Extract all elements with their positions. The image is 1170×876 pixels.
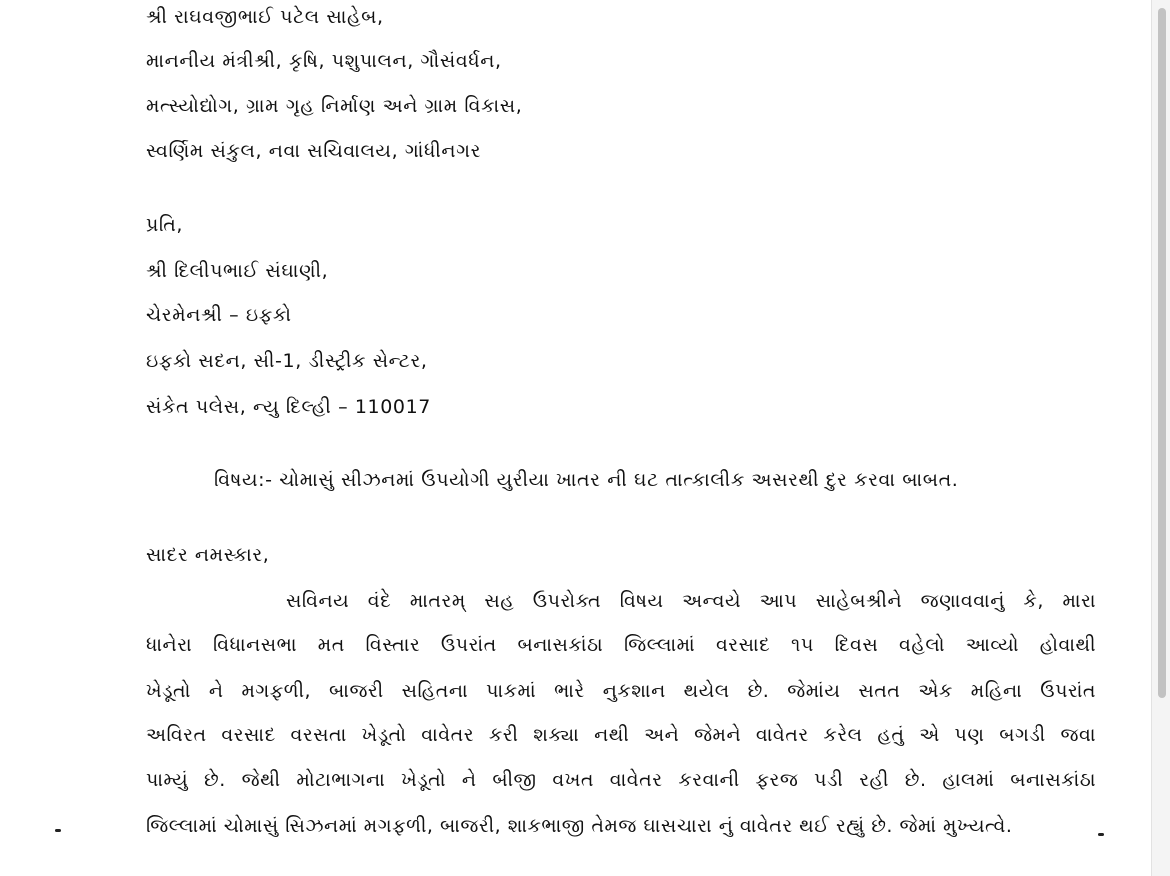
sender-name: શ્રી રાઘવજીભાઈ પટેલ સાહેબ, xyxy=(146,6,384,28)
body-line: અવિરત વરસાદ વરસતા ખેડૂતો વાવેતર કરી શક્યા નથી અને જેમને વાવેતર કરેલ હતું એ પણ બગડી જવા xyxy=(146,724,1096,746)
letter-subject: વિષય:- ચોમાસું સીઝનમાં ઉપયોગી યુરીયા ખાતર ની ઘટ તાત્કાલીક અસરથી દુર કરવા બાબત. xyxy=(214,469,959,491)
recipient-address-line1: ઇફકો સદન, સી-1, ડીસ્ટ્રીક સેન્ટર, xyxy=(146,350,428,372)
body-line: સવિનય વંદે માતરમ્ સહ ઉપરોક્ત વિષય અન્વયે આપ સાહેબશ્રીને જણાવવાનું કે, મારા xyxy=(286,590,1096,612)
recipient-designation: ચેરમેનશ્રી – ઇફકો xyxy=(146,304,292,326)
body-line: ધાનેરા વિધાનસભા મત વિસ્તાર ઉપરાંત બનાસકાંઠા જિલ્લામાં વરસાદ ૧૫ દિવસ વહેલો આવ્યો હોવાથી xyxy=(146,634,1096,656)
scrollbar-thumb[interactable] xyxy=(1158,8,1166,698)
recipient-prefix: પ્રતિ, xyxy=(146,214,184,236)
salutation: સાદર નમસ્કાર, xyxy=(146,544,270,566)
body-line: ખેડૂતો ને મગફળી, બાજરી સહિતના પાકમાં ભારે નુકશાન થયેલ છે. જેમાંય સતત એક મહિના ઉપરાંત xyxy=(146,680,1096,702)
sender-designation: માનનીય મંત્રીશ્રી, કૃષિ, પશુપાલન, ગૌસંવર્ધન, xyxy=(146,50,502,72)
body-line: જિલ્લામાં ચોમાસું સિઝનમાં મગફળી, બાજરી, શાકભાજી તેમજ ઘાસચારા નું વાવેતર થઈ રહ્યું છે. જેમાં મુખ્યત્વે. xyxy=(146,815,1013,837)
recipient-name: શ્રી દિલીપભાઈ સંઘાણી, xyxy=(146,260,329,282)
sender-address: સ્વર્ણિમ સંકુલ, નવા સચિવાલય, ગાંધીનગર xyxy=(146,140,482,162)
recipient-address-line2: સંકેત પલેસ, ન્યુ દિલ્હી – 110017 xyxy=(146,396,431,418)
stray-mark xyxy=(55,829,61,832)
stray-mark xyxy=(1098,833,1104,836)
sender-portfolio: મત્સ્યોદ્યોગ, ગ્રામ ગૃહ નિર્માણ અને ગ્રામ વિકાસ, xyxy=(146,95,523,117)
vertical-scrollbar[interactable] xyxy=(1151,0,1170,876)
body-line: પામ્યું છે. જેથી મોટાભાગના ખેડૂતો ને બીજી વખત વાવેતર કરવાની ફરજ પડી રહી છે. હાલમાં બનાસકાંઠા xyxy=(146,769,1096,791)
